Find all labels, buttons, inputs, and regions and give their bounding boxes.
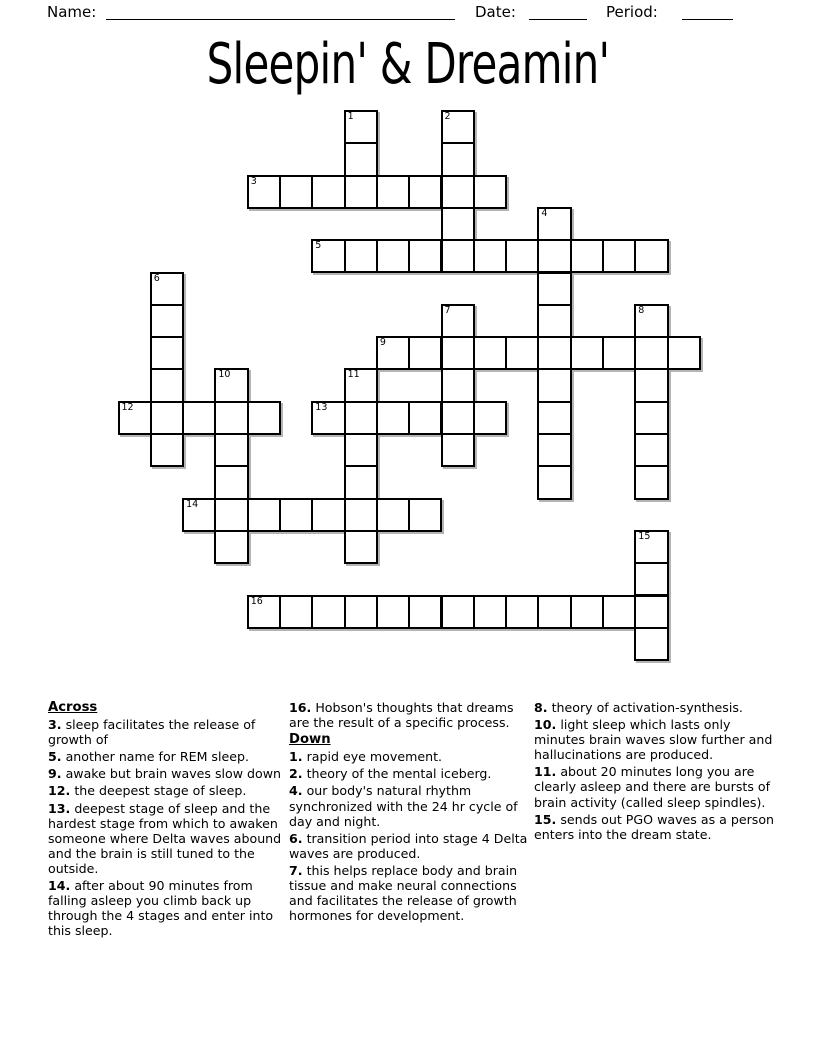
grid-cell-r15-c8 bbox=[376, 595, 410, 629]
clue-number: 10. bbox=[534, 717, 557, 733]
grid-cell-r15-c16 bbox=[634, 595, 668, 629]
clue-down-1: 1. rapid eye movement. bbox=[289, 749, 443, 765]
clue-number: 6. bbox=[289, 830, 303, 846]
grid-cell-r10-c7 bbox=[344, 433, 378, 467]
grid-cell-r12-c4 bbox=[247, 498, 281, 532]
clues-column-1 bbox=[48, 700, 290, 940]
clue-across-16: 16. Hobson's thoughts that dreams are the result of a specific process. bbox=[289, 700, 514, 731]
grid-cell-r15-c4 bbox=[247, 595, 281, 629]
grid-cell-r9-c6 bbox=[311, 401, 345, 435]
across-heading: Across bbox=[48, 700, 98, 715]
grid-cell-r3-c13 bbox=[537, 207, 571, 241]
down-heading: Down bbox=[289, 732, 331, 748]
clue-across-13: 13. deepest stage of sleep and the hardest stage from which to awaken someone where Delta waves abound and the brain is still tuned to the outside. bbox=[48, 800, 282, 876]
grid-cell-r9-c16 bbox=[634, 401, 668, 435]
name-label: Name: bbox=[47, 3, 97, 21]
grid-cell-r12-c8 bbox=[376, 498, 410, 532]
clue-down-4: 4. our body's natural rhythm synchronized with the 24 hr cycle of day and night. bbox=[289, 783, 518, 829]
clue-number: 14. bbox=[48, 878, 71, 894]
grid-cell-r10-c1 bbox=[150, 433, 184, 467]
grid-cell-r9-c7 bbox=[344, 401, 378, 435]
clue-down-7: 7. this helps replace body and brain tissue and make neural connections and facilitates the release of growth hormones for development. bbox=[289, 862, 518, 924]
clue-across-14: 14. after about 90 minutes from falling asleep you climb back up through the 4 stages and enter into this sleep. bbox=[48, 878, 274, 939]
grid-cell-r4-c9 bbox=[408, 239, 442, 273]
grid-cell-r12-c9 bbox=[408, 498, 442, 532]
name-blank-line bbox=[106, 19, 455, 20]
grid-cell-r1-c7 bbox=[344, 142, 378, 176]
grid-cell-r15-c12 bbox=[505, 595, 539, 629]
grid-cell-r4-c13 bbox=[537, 239, 571, 273]
grid-cell-r12-c6 bbox=[311, 498, 345, 532]
clue-across-5: 5. another name for REM sleep. bbox=[48, 749, 249, 765]
grid-cell-r1-c10 bbox=[441, 142, 475, 176]
cell-number-1: 1 bbox=[347, 111, 354, 122]
grid-cell-r12-c3 bbox=[214, 498, 248, 532]
grid-cell-r13-c7 bbox=[344, 530, 378, 564]
grid-cell-r15-c9 bbox=[408, 595, 442, 629]
grid-cell-r6-c16 bbox=[634, 304, 668, 338]
cell-number-13: 13 bbox=[315, 401, 328, 413]
grid-cell-r8-c7 bbox=[344, 368, 378, 402]
clue-number: 5. bbox=[48, 749, 62, 765]
date-blank-line bbox=[529, 19, 587, 20]
cell-number-11: 11 bbox=[347, 369, 360, 381]
grid-cell-r13-c16 bbox=[634, 530, 668, 564]
clue-number: 11. bbox=[534, 764, 557, 780]
grid-cell-r16-c16 bbox=[634, 627, 668, 661]
grid-cell-r15-c6 bbox=[311, 595, 345, 629]
clue-number: 1. bbox=[289, 749, 303, 765]
grid-cell-r7-c15 bbox=[602, 336, 636, 370]
cell-number-14: 14 bbox=[186, 498, 199, 510]
cell-number-5: 5 bbox=[315, 240, 322, 252]
clue-down-2: 2. theory of the mental iceberg. bbox=[289, 766, 492, 782]
clue-number: 15. bbox=[534, 811, 557, 827]
clue-down-11: 11. about 20 minutes long you are clearly asleep and there are bursts of brain activity (called sleep spindles). bbox=[534, 764, 771, 810]
grid-cell-r4-c12 bbox=[505, 239, 539, 273]
grid-cell-r7-c8 bbox=[376, 336, 410, 370]
cell-number-12: 12 bbox=[121, 401, 134, 413]
grid-cell-r12-c2 bbox=[182, 498, 216, 532]
cell-number-7: 7 bbox=[444, 304, 451, 316]
grid-cell-r9-c1 bbox=[150, 401, 184, 435]
grid-cell-r8-c10 bbox=[441, 368, 475, 402]
grid-cell-r2-c4 bbox=[247, 175, 281, 209]
date-label: Date: bbox=[475, 3, 516, 21]
grid-cell-r7-c17 bbox=[667, 336, 701, 370]
clue-number: 9. bbox=[48, 766, 62, 782]
period-blank-line bbox=[682, 19, 733, 20]
grid-cell-r4-c10 bbox=[441, 239, 475, 273]
grid-cell-r8-c13 bbox=[537, 368, 571, 402]
grid-cell-r9-c11 bbox=[473, 401, 507, 435]
cell-number-2: 2 bbox=[444, 111, 451, 122]
grid-cell-r11-c3 bbox=[214, 465, 248, 499]
clue-number: 7. bbox=[289, 862, 303, 878]
clue-across-3: 3. sleep facilitates the release of growth of bbox=[48, 717, 256, 748]
clue-number: 16. bbox=[289, 700, 312, 715]
grid-cell-r2-c7 bbox=[344, 175, 378, 209]
grid-cell-r8-c3 bbox=[214, 368, 248, 402]
grid-cell-r2-c5 bbox=[279, 175, 313, 209]
grid-cell-r10-c10 bbox=[441, 433, 475, 467]
cell-number-8: 8 bbox=[638, 304, 645, 316]
grid-cell-r4-c16 bbox=[634, 239, 668, 273]
grid-cell-r14-c16 bbox=[634, 562, 668, 596]
grid-cell-r5-c13 bbox=[537, 272, 571, 306]
grid-cell-r13-c3 bbox=[214, 530, 248, 564]
grid-cell-r15-c5 bbox=[279, 595, 313, 629]
clue-number: 8. bbox=[534, 700, 548, 715]
grid-cell-r15-c13 bbox=[537, 595, 571, 629]
grid-cell-r11-c7 bbox=[344, 465, 378, 499]
clue-down-15: 15. sends out PGO waves as a person enters into the dream state. bbox=[534, 811, 775, 842]
grid-cell-r5-c1 bbox=[150, 272, 184, 306]
clue-across-12: 12. the deepest stage of sleep. bbox=[48, 783, 247, 799]
grid-cell-r10-c16 bbox=[634, 433, 668, 467]
grid-cell-r7-c13 bbox=[537, 336, 571, 370]
grid-cell-r2-c9 bbox=[408, 175, 442, 209]
grid-cell-r15-c11 bbox=[473, 595, 507, 629]
grid-cell-r9-c10 bbox=[441, 401, 475, 435]
grid-cell-r11-c16 bbox=[634, 465, 668, 499]
cell-number-16: 16 bbox=[250, 595, 263, 607]
grid-cell-r9-c4 bbox=[247, 401, 281, 435]
grid-cell-r2-c10 bbox=[441, 175, 475, 209]
grid-cell-r4-c8 bbox=[376, 239, 410, 273]
grid-cell-r7-c16 bbox=[634, 336, 668, 370]
cell-number-4: 4 bbox=[541, 207, 548, 219]
grid-cell-r4-c15 bbox=[602, 239, 636, 273]
grid-cell-r6-c10 bbox=[441, 304, 475, 338]
grid-cell-r9-c0 bbox=[118, 401, 152, 435]
grid-cell-r9-c9 bbox=[408, 401, 442, 435]
grid-cell-r4-c6 bbox=[311, 239, 345, 273]
grid-cell-r9-c2 bbox=[182, 401, 216, 435]
grid-cell-r15-c10 bbox=[441, 595, 475, 629]
clue-down-8: 8. theory of activation-synthesis. bbox=[534, 700, 743, 715]
grid-cell-r2-c8 bbox=[376, 175, 410, 209]
clue-number: 3. bbox=[48, 717, 62, 733]
grid-cell-r2-c6 bbox=[311, 175, 345, 209]
grid-cell-r6-c13 bbox=[537, 304, 571, 338]
cell-number-9: 9 bbox=[379, 337, 386, 349]
grid-cell-r15-c15 bbox=[602, 595, 636, 629]
clue-across-9: 9. awake but brain waves slow down bbox=[48, 766, 282, 782]
clues-column-3 bbox=[534, 700, 776, 844]
grid-cell-r15-c14 bbox=[570, 595, 604, 629]
grid-cell-r0-c10 bbox=[441, 110, 475, 144]
grid-cell-r9-c13 bbox=[537, 401, 571, 435]
grid-cell-r7-c1 bbox=[150, 336, 184, 370]
grid-cell-r12-c7 bbox=[344, 498, 378, 532]
grid-cell-r11-c13 bbox=[537, 465, 571, 499]
clue-number: 13. bbox=[48, 800, 71, 816]
grid-cell-r7-c9 bbox=[408, 336, 442, 370]
grid-cell-r3-c10 bbox=[441, 207, 475, 241]
grid-cell-r9-c8 bbox=[376, 401, 410, 435]
grid-cell-r10-c13 bbox=[537, 433, 571, 467]
grid-cell-r10-c3 bbox=[214, 433, 248, 467]
grid-cell-r7-c10 bbox=[441, 336, 475, 370]
grid-cell-r8-c1 bbox=[150, 368, 184, 402]
grid-cell-r12-c5 bbox=[279, 498, 313, 532]
clue-number: 12. bbox=[48, 783, 71, 799]
grid-cell-r4-c7 bbox=[344, 239, 378, 273]
grid-cell-r7-c11 bbox=[473, 336, 507, 370]
grid-cell-r0-c7 bbox=[344, 110, 378, 144]
grid-cell-r2-c11 bbox=[473, 175, 507, 209]
puzzle-title: Sleepin' & Dreamin' bbox=[206, 32, 610, 97]
cell-number-6: 6 bbox=[153, 272, 160, 284]
cell-number-15: 15 bbox=[638, 530, 651, 542]
clue-number: 2. bbox=[289, 766, 303, 782]
grid-cell-r7-c12 bbox=[505, 336, 539, 370]
grid-cell-r4-c14 bbox=[570, 239, 604, 273]
clues-column-2 bbox=[289, 700, 531, 925]
clue-down-6: 6. transition period into stage 4 Delta waves are produced. bbox=[289, 830, 528, 861]
grid-cell-r4-c11 bbox=[473, 239, 507, 273]
grid-cell-r7-c14 bbox=[570, 336, 604, 370]
clue-down-10: 10. light sleep which lasts only minutes brain waves slow further and hallucinations are produced. bbox=[534, 717, 773, 763]
grid-cell-r8-c16 bbox=[634, 368, 668, 402]
cell-number-3: 3 bbox=[250, 175, 257, 187]
grid-cell-r9-c3 bbox=[214, 401, 248, 435]
period-label: Period: bbox=[606, 3, 658, 21]
clue-number: 4. bbox=[289, 783, 303, 799]
cell-number-10: 10 bbox=[218, 369, 231, 381]
grid-cell-r6-c1 bbox=[150, 304, 184, 338]
grid-cell-r15-c7 bbox=[344, 595, 378, 629]
